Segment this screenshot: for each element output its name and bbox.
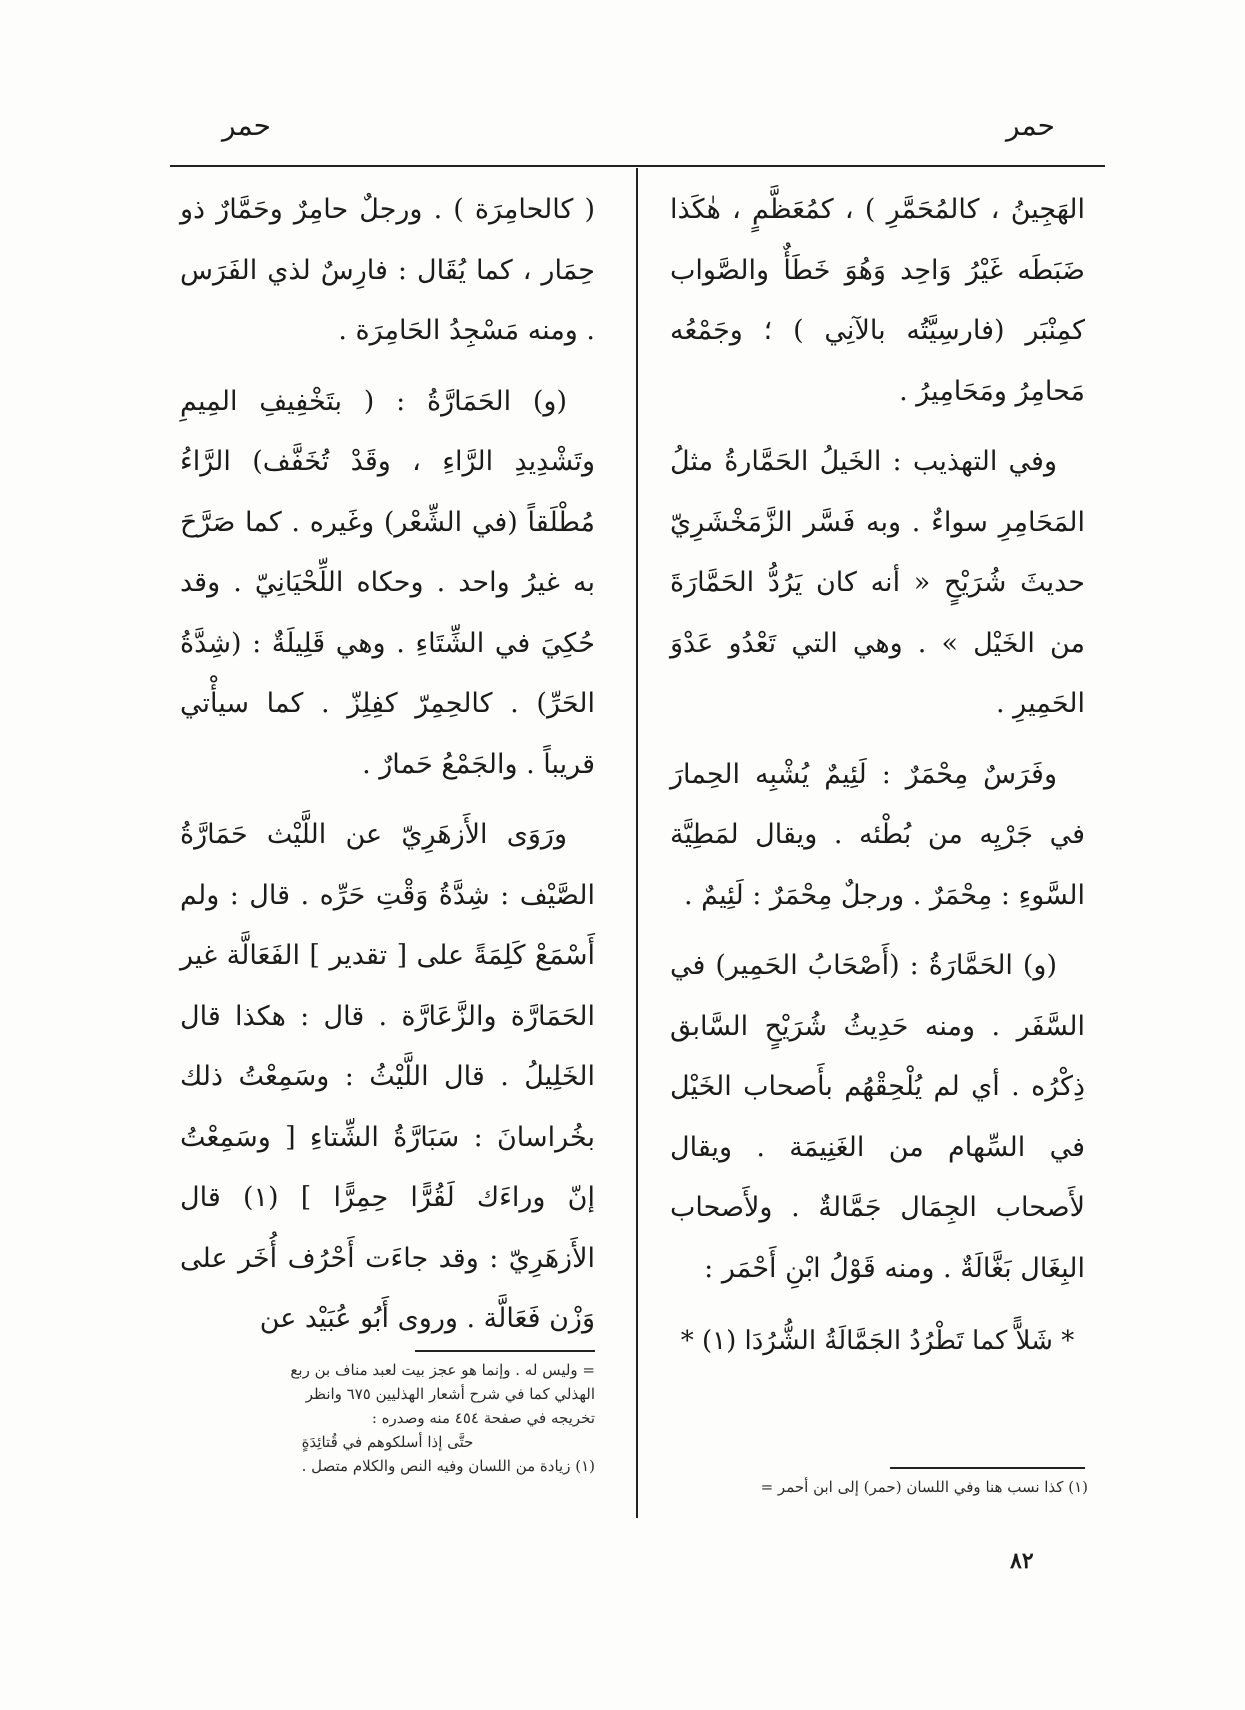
right-paragraph-2: وفي التهذيب : الخَيلُ الحَمَّارةُ مثلُ المَحَامِرِ سواءٌ . وبه فَسَّر الزَّمَخْشَرِيّ حديثَ شُرَيْحٍ « أنه كان يَرُدُّ الحَمَّارَةَ من الخَيْل » . وهي التي تَعْدُو عَدْوَ الحَمِيرِ .: [670, 446, 1085, 719]
footnote-line: تخريجه في صفحة ٤٥٤ منه وصدره :: [371, 1409, 595, 1427]
left-paragraph-3: ورَوَى الأَزهَرِيّ عن اللَّيْث حَمَارَّةُ الصَّيْف : شِدَّةُ وَقْتِ حَرِّه . قال : ولم أَسْمَعْ كَلِمَةً على [ تقدير ] الفَعَالَّة غير الحَمَارَّة والزَّعَارَّة . قال : هكذا قال الخَلِيلُ . قال اللَّيْثُ : وسَمِعْتُ ذلك بخُراسانَ : سَبَارَّةُ الشِّتاءِ [ وسَمِعْتُ إنّ وراءَك لَقُرًّا حِمِرًّا ] (١) قال الأَزهَرِيّ : وقد جاءَت أَحْرُف أُخَر على وَزْن فَعَالَّة . وروى أَبُو عُبَيْد عن: [180, 819, 595, 1334]
footnote-line: الهذلي كما في شرح أشعار الهذليين ٦٧٥ وانظر: [305, 1385, 595, 1403]
footnote-rule-left: [415, 1350, 595, 1352]
footnote-verse: حتَّى إذا أسلكوهم في قُتائِدَةٍ: [301, 1433, 474, 1451]
left-column: [180, 180, 595, 1360]
running-head-left: حمر: [222, 109, 271, 142]
verse-line: * شَلاًّ كما تَطْرُدُ الجَمَّالَةُ الشُّرُدَا (١) *: [680, 1326, 1075, 1356]
left-paragraph-2: (و) الحَمَارَّةُ : ( بتَخْفِيفِ المِيمِ وتَشْدِيدِ الرَّاءِ ، وقَدْ تُخَفَّف) الرَّاءُ مُطْلَقاً (في الشِّعْر) وغَيره . كما صَرَّحَ به غيرُ واحد . وحكاه اللِّحْيَانِيّ . وقد حُكِيَ في الشِّتَاءِ . وهي قَلِيلَةٌ : (شِدَّةُ الحَرِّ) . كالحِمِرّ كفِلِزّ . كما سيأْتي قريباً . والجَمْعُ حَمارٌ .: [180, 385, 595, 780]
running-head-right: حمر: [1006, 109, 1055, 142]
header-rule: [170, 165, 1105, 167]
page-number: ٨٢: [1010, 1548, 1034, 1574]
footnotes-left: [180, 1358, 595, 1478]
right-paragraph-4: (و) الحَمَّارَةُ : (أَصْحَابُ الحَمِير) في السَّفَر . ومنه حَدِيثُ شُرَيْحٍ السَّابق ذِكْرُه . أي لم يُلْحِقْهُم بأَصحاب الخَيْل في السِّهام من الغَنِيمَة . ويقال لأَصحاب الجِمَال جَمَّالةٌ . ولأَصحاب البِغَال بَغَّالَةٌ . ومنه قَوْلُ ابْنِ أَحْمَر :: [670, 950, 1085, 1284]
footnote-rule-right: [890, 1467, 1085, 1469]
right-paragraph-1: الهَجِينُ ، كالمُحَمَّرِ ) ، كمُعَظَّمٍ ، هٰكَذا ضَبَطَه غَيْرُ وَاحِد وَهُوَ خَطَأٌ والصَّواب كمِنْبَر (فارسِيَّتُه بالآنِي ) ؛ وجَمْعُه مَحامِرُ ومَحَامِيرُ .: [670, 194, 1085, 407]
column-divider: [636, 168, 638, 1518]
footnote-line: (١) كذا نسب هنا وفي اللسان (حمر) إلى ابن أحمر =: [760, 1478, 1088, 1496]
footnote-right: [668, 1475, 1088, 1499]
footnote-line: = وليس له . وإنما هو عجز بيت لعبد مناف بن ربع: [290, 1361, 595, 1379]
right-column: [670, 180, 1085, 1382]
footnote-line: (١) زيادة من اللسان وفيه النص والكلام متصل .: [301, 1457, 595, 1475]
right-paragraph-3: وفَرَسٌ مِحْمَرٌ : لَئِيمٌ يُشْبِه الحِمارَ في جَرْيِه من بُطْئه . ويقال لمَطِيَّة السَّوءِ : مِحْمَرٌ . ورجلٌ مِحْمَرٌ : لَئِيمٌ .: [670, 758, 1085, 911]
left-paragraph-1: ( كالحامِرَة ) . ورجلٌ حامِرٌ وحَمَّارٌ ذو حِمَار ، كما يُقَال : فارِسٌ لذي الفَرَس . ومنه مَسْجِدُ الحَامِرَة .: [180, 194, 595, 346]
